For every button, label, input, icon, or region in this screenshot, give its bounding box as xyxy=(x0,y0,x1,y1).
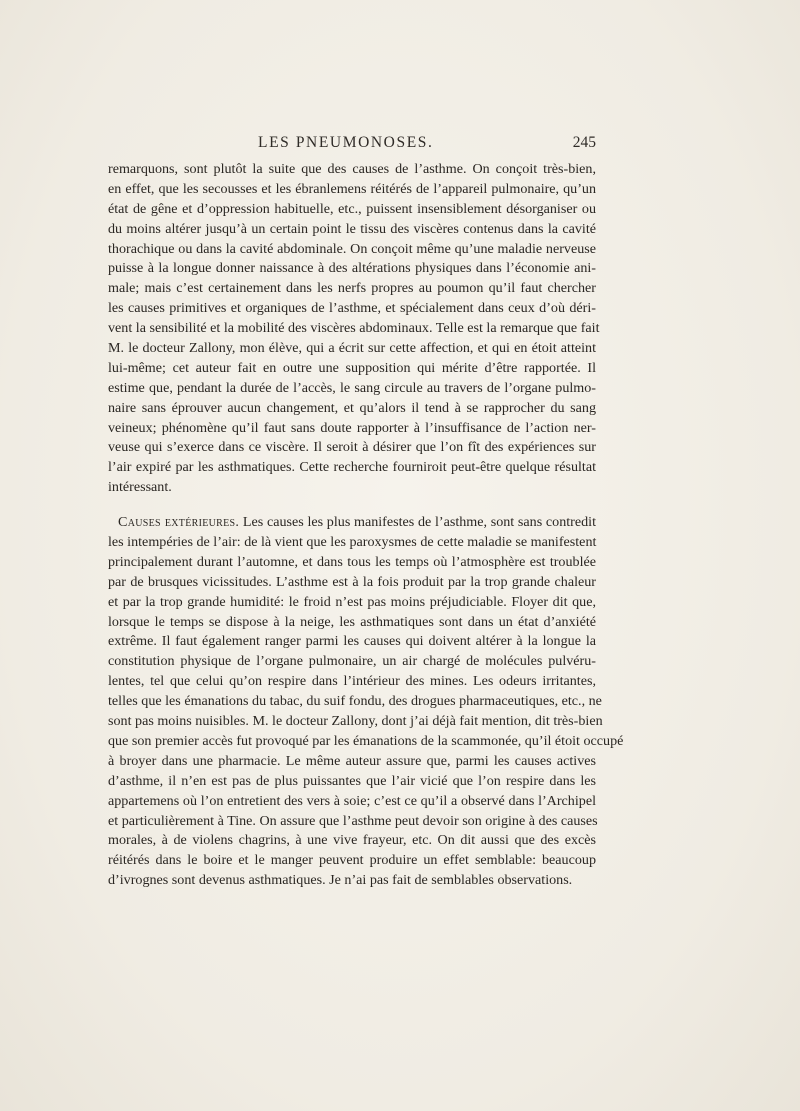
text-line: naire sans éprouver aucun changement, et qu’alors il tend à se rapprocher du sang xyxy=(108,399,596,416)
text-line: et par la trop grande humidité: le froid n’est pas moins préjudiciable. Floyer dit que, xyxy=(108,593,596,610)
text-line: que son premier accès fut provoqué par les émanations de la scammonée, qu’il étoit occupé xyxy=(108,732,624,749)
text-line: thorachique ou dans la cavité abdominale. On conçoit même qu’une maladie nerveuse xyxy=(108,240,596,257)
text-line: état de gêne et d’oppression habituelle, etc., puissent insensiblement désorganiser ou xyxy=(108,200,596,217)
text-line: en effet, que les secousses et les ébranlemens réitérés de l’appareil pulmonaire, qu’un xyxy=(108,180,596,197)
paragraph-asthma-nerves xyxy=(108,160,600,498)
text-line: lorsque le temps se dispose à la neige, les asthmatiques sont dans un état d’anxiété xyxy=(108,613,596,630)
text-line: les intempéries de l’air: de là vient que les paroxysmes de cette maladie se manifestent xyxy=(108,534,597,551)
text-line: puisse à la longue donner naissance à des altérations physiques dans l’économie ani- xyxy=(108,260,596,277)
text-line: d’ivrognes sont devenus asthmatiques. Je n’ai pas fait de semblables observations. xyxy=(108,872,573,889)
text-line: male; mais c’est certainement dans les nerfs propres au poumon qu’il faut chercher xyxy=(108,280,596,297)
text-line: veuse qui s’exerce dans ce viscère. Il seroit à désirer que l’on fît des expériences sur xyxy=(108,439,596,456)
text-line: l’air expiré par les asthmatiques. Cette recherche fourniroit peut-être quelque résultat xyxy=(108,459,596,476)
text-line: à broyer dans une pharmacie. Le même auteur assure que, parmi les causes actives xyxy=(108,752,596,769)
text-line: les causes primitives et organiques de l’asthme, et spécialement dans ceux d’où déri- xyxy=(108,300,596,317)
text-line: M. le docteur Zallony, mon élève, qui a écrit sur cette affection, et qui en étoit atteint xyxy=(108,340,596,357)
text-line: veineux; phénomène qu’il faut sans doute rapporter à l’insuffisance de l’action ner- xyxy=(108,419,596,436)
text-line: constitution physique de l’organe pulmonaire, un air chargé de molécules pulvéru- xyxy=(108,653,596,670)
text-line: extrême. Il faut également ranger parmi les causes qui doivent altérer à la longue la xyxy=(108,633,596,650)
text-line: appartemens où l’on entretient des vers à soie; c’est ce qu’il a observé dans l’Archipel xyxy=(108,792,596,809)
text-line: intéressant. xyxy=(108,479,172,496)
running-head xyxy=(108,134,596,154)
text-line: du moins altérer jusqu’à un certain point le tissu des viscères contenus dans la cavité xyxy=(108,220,596,237)
text-line: réitérés dans le boire et le manger peuvent produire un effet semblable: beaucoup xyxy=(108,852,596,869)
text-line: par de brusques vicissitudes. L’asthme est à la fois produit par la trop grande chaleur xyxy=(108,573,596,590)
text-line: estime que, pendant la durée de l’accès, le sang circule au travers de l’organe pulmo- xyxy=(108,379,596,396)
paragraph-gap xyxy=(108,498,596,513)
paragraph-first-line xyxy=(108,513,596,533)
text-line: sont pas moins nuisibles. M. le docteur Zallony, dont j’ai déjà fait mention, dit très-bien xyxy=(108,713,603,730)
section-heading: Causes extérieures. xyxy=(118,514,240,531)
text-line: d’asthme, il n’en est pas de plus puissantes que l’air vicié que l’on respire dans les xyxy=(108,772,596,789)
text-line: morales, à de violens chagrins, à une vive frayeur, etc. On dit aussi que des excès xyxy=(108,832,596,849)
body-text xyxy=(108,160,624,891)
text-line: vent la sensibilité et la mobilité des viscères abdominaux. Telle est la remarque que fait xyxy=(108,320,600,337)
text-line: et particulièrement à Tine. On assure que l’asthme peut devoir son origine à des causes xyxy=(108,812,598,829)
running-title: LES PNEUMONOSES. xyxy=(258,134,434,151)
text-line: lui-même; cet auteur fait en outre une supposition qui mérite d’être rapportée. Il xyxy=(108,359,596,376)
text-line: principalement durant l’automne, et dans tous les temps où l’atmosphère est troublée xyxy=(108,553,596,570)
paragraph-external-causes xyxy=(108,513,624,891)
text-line: lentes, tel que celui qu’on respire dans l’intérieur des mines. Les odeurs irritantes, xyxy=(108,673,596,690)
page-number: 245 xyxy=(572,134,596,151)
text-line: telles que les émanations du tabac, du suif fondu, des drogues pharmaceutiques, etc., ne xyxy=(108,693,602,710)
text-line: remarquons, sont plutôt la suite que des causes de l’asthme. On conçoit très-bien, xyxy=(108,161,596,177)
first-line-text: Les causes les plus manifestes de l’asthme, sont sans contredit xyxy=(239,514,596,531)
